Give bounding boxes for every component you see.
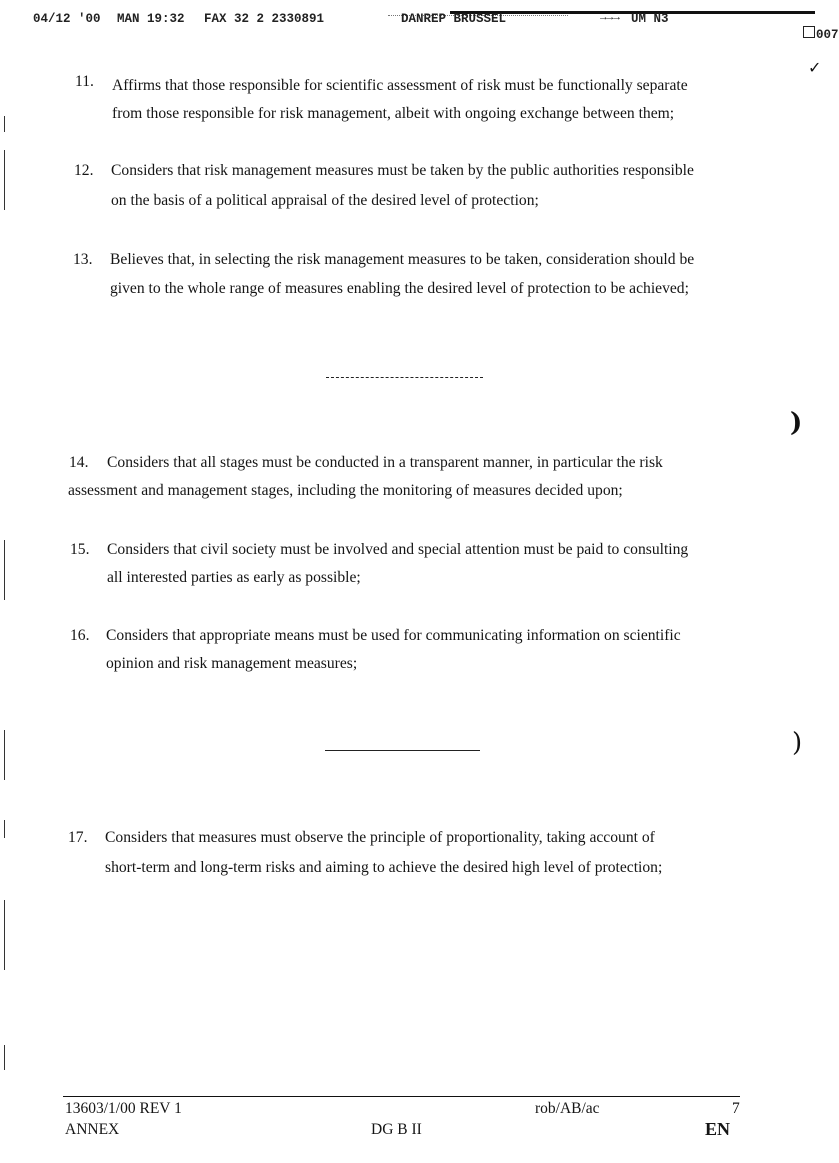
item-number: 15. <box>70 541 90 558</box>
item-line: assessment and management stages, including the monitoring of measures decided upon; <box>68 482 623 499</box>
page-footer <box>0 1094 827 1154</box>
item-line: Believes that, in selecting the risk management measures to be taken, consideration should be <box>110 251 695 268</box>
scan-mark <box>4 900 5 970</box>
scan-mark <box>4 730 5 780</box>
fax-date: 04/12 '00 <box>33 12 101 26</box>
fax-sender: DANREP BRUSSEL <box>401 12 507 26</box>
fax-day-time: MAN 19:32 <box>117 12 185 26</box>
item-line: from those responsible for risk management, albeit with ongoing exchange between them; <box>112 105 675 122</box>
scan-mark <box>4 820 5 838</box>
item-line: Considers that all stages must be conducted in a transparent manner, in particular the risk <box>107 454 663 471</box>
item-line: short-term and long-term risks and aiming to achieve the desired high level of protection; <box>105 859 663 876</box>
item-line: Affirms that those responsible for scientific assessment of risk must be functionally separate <box>112 77 688 94</box>
fax-page-number: 007 <box>816 28 839 42</box>
section-divider <box>325 750 480 751</box>
dg-label: DG B II <box>371 1121 422 1138</box>
item-line: Considers that measures must observe the principle of proportionality, taking account of <box>105 829 655 846</box>
scan-mark <box>4 1045 5 1070</box>
author-initials: rob/AB/ac <box>535 1100 600 1117</box>
item-line: Considers that risk management measures must be taken by the public authorities responsible <box>111 162 694 179</box>
language-code: EN <box>705 1119 731 1139</box>
scan-mark <box>4 150 5 210</box>
fax-page-box-icon <box>803 26 815 38</box>
item-line: opinion and risk management measures; <box>106 655 358 672</box>
item-number: 12. <box>74 162 94 179</box>
handwritten-tick-icon: ✓ <box>808 58 822 77</box>
item-line: Considers that civil society must be involved and special attention must be paid to consulting <box>107 541 689 558</box>
fax-header <box>0 10 839 42</box>
fax-recipient: UM N3 <box>631 12 669 26</box>
doc-reference: 13603/1/00 REV 1 <box>65 1100 182 1117</box>
scan-blot-icon: ) <box>792 728 803 758</box>
item-number: 13. <box>73 251 93 268</box>
item-line: given to the whole range of measures enabling the desired level of protection to be achieved; <box>110 280 689 297</box>
footer-rule <box>63 1096 740 1097</box>
scan-mark <box>4 540 5 600</box>
item-number: 14. <box>69 454 89 471</box>
item-number: 11. <box>75 73 94 90</box>
section-divider <box>326 377 483 378</box>
item-line: on the basis of a political appraisal of the desired level of protection; <box>111 192 539 209</box>
fax-number: FAX 32 2 2330891 <box>204 12 325 26</box>
item-number: 16. <box>70 627 90 644</box>
annex-label: ANNEX <box>65 1121 120 1138</box>
item-line: all interested parties as early as possible; <box>107 569 361 586</box>
page-number: 7 <box>732 1100 740 1117</box>
fax-arrow: →→→ <box>600 12 620 24</box>
item-line: Considers that appropriate means must be used for communicating information on scientific <box>106 627 681 644</box>
item-number: 17. <box>68 829 88 846</box>
fax-page-counter <box>773 12 839 56</box>
scan-blot-icon: ) <box>790 408 803 438</box>
scan-mark <box>4 116 5 132</box>
